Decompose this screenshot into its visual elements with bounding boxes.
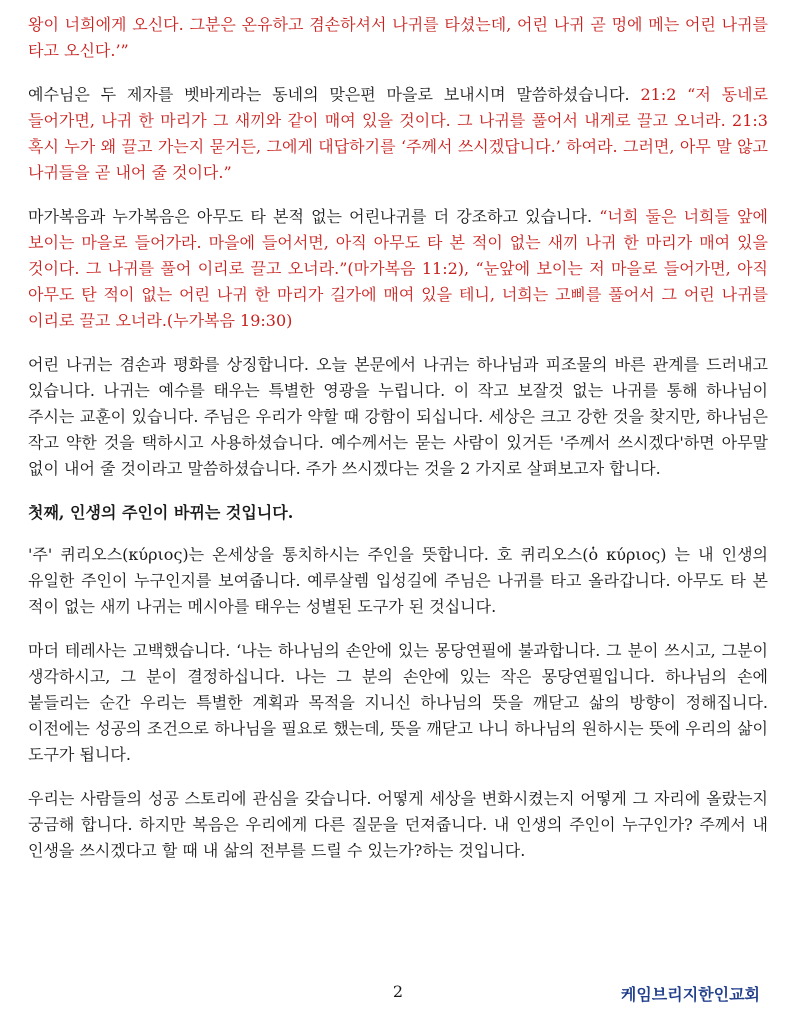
paragraph-1 [28,12,768,64]
page-number: 2 [392,982,404,1001]
body-text: 예수님은 두 제자를 벳바게라는 동네의 맞은편 마을로 보내시며 말씀하셨습니다. [28,85,641,104]
document-page [28,12,768,882]
scripture-quote: 21:2 “저 동네로 들어가면, 나귀 한 마리가 그 새끼와 같이 매여 있을 것이다. 그 나귀를 풀어서 내게로 끌고 오너라. 21:3 혹시 누가 왜 끌고 가는지 묻거든, 그에게 대답하기를 ‘주께서 쓰시겠답니다.’ 하여라. 그러면, 아무 말 않고 나귀들을 곧 내어 줄 것이다.” [28,85,768,182]
church-name: 케임브리지한인교회 [620,985,760,1004]
scripture-quote: “너희 둘은 너희들 앞에 보이는 마을로 들어가라. 마을에 들어서면, 아직 아무도 타 본 적이 없는 새끼 나귀 한 마리가 매여 있을 것이다. 그 나귀를 풀어 이리로 끌고 오너라.”(마가복음 11:2), “눈앞에 보이는 저 마을로 들어가면, 아직 아무도 탄 적이 없는 어린 나귀 한 마리가 길가에 매여 있을 테니, 너희는 고삐를 풀어서 그 어린 나귀를 이리로 끌고 오너라.(누가복음 19:30) [28,207,769,330]
body-text: 마가복음과 누가복음은 아무도 타 본적 없는 어린나귀를 더 강조하고 있습니다. [28,207,600,226]
heading-text: 첫째, 인생의 주인이 바뀌는 것입니다. [28,503,294,522]
scripture-quote: 왕이 너희에게 오신다. 그분은 온유하고 겸손하셔서 나귀를 타셨는데, 어린 나귀 곧 멍에 메는 어린 나귀를 타고 오신다.’” [28,15,768,60]
paragraph-3 [28,204,768,334]
section-heading [28,500,768,526]
paragraph-2 [28,82,768,186]
paragraph-7 [28,638,768,768]
page-footer [0,982,796,1006]
body-text: '주' 퀴리오스(κύριος)는 온세상을 통치하시는 주인을 뜻합니다. 호 퀴리오스(ὁ κύριος) 는 내 인생의 유일한 주인이 누구인지를 보여줍니다. 예루살렘 입성길에 주님은 나귀를 타고 올라갑니다. 아무도 타 본 적이 없는 새끼 나귀는 메시아를 태우는 성별된 도구가 된 것십니다. [28,545,768,616]
body-text: 어린 나귀는 겸손과 평화를 상징합니다. 오늘 본문에서 나귀는 하나님과 피조물의 바른 관계를 드러내고 있습니다. 나귀는 예수를 태우는 특별한 영광을 누립니다. 이 작고 보잘것 없는 나귀를 통해 하나님이 주시는 교훈이 있습니다. 주님은 우리가 약할 때 강함이 되십니다. 세상은 크고 강한 것을 찾지만, 하나님은 작고 약한 것을 택하시고 사용하셨습니다. 예수께서는 묻는 사람이 있거든 '주께서 쓰시겠다'하면 아무말 없이 내어 줄 것이라고 말씀하셨습니다. 주가 쓰시겠다는 것을 2 가지로 살펴보고자 합니다. [28,355,768,478]
paragraph-4 [28,352,768,482]
paragraph-6 [28,542,768,620]
body-text: 마더 테레사는 고백했습니다. ‘나는 하나님의 손안에 있는 몽당연필에 불과합니다. 그 분이 쓰시고, 그분이 생각하시고, 그 분이 결정하십니다. 나는 그 분의 손안에 있는 작은 몽당연필입니다. 하나님의 손에 붙들리는 순간 우리는 특별한 계획과 목적을 지니신 하나님의 뜻을 깨닫고 삶의 방향이 정해집니다. 이전에는 성공의 조건으로 하나님을 필요로 했는데, 뜻을 깨닫고 나니 하나님의 원하시는 뜻에 우리의 삶이 도구가 됩니다. [28,641,768,764]
body-text: 우리는 사람들의 성공 스토리에 관심을 갖습니다. 어떻게 세상을 변화시켰는지 어떻게 그 자리에 올랐는지 궁금해 합니다. 하지만 복음은 우리에게 다른 질문을 던져줍니다. 내 인생의 주인이 누구인가? 주께서 내 인생을 쓰시겠다고 할 때 내 삶의 전부를 드릴 수 있는가?하는 것입니다. [28,789,768,860]
paragraph-8 [28,786,768,864]
